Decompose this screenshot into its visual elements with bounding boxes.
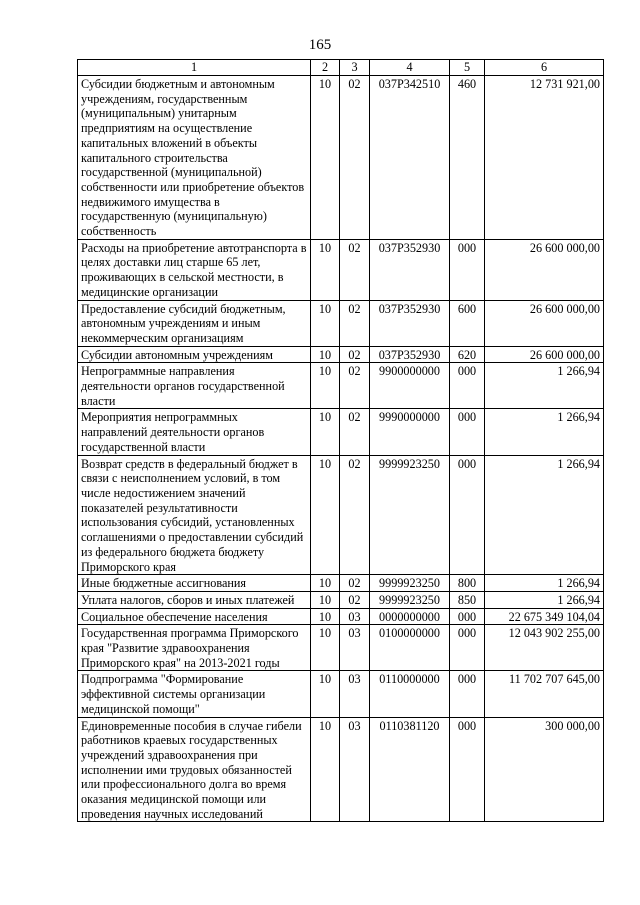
target-article-code-cell: 037P352930 <box>370 346 450 363</box>
row-name-cell: Социальное обеспечение населения <box>78 608 311 625</box>
section-code-cell: 10 <box>311 671 340 717</box>
row-name-cell: Непрограммные направления деятельности органов государственной власти <box>78 363 311 409</box>
section-code-cell: 10 <box>311 575 340 592</box>
expense-type-code-cell: 000 <box>450 717 485 822</box>
amount-cell: 1 266,94 <box>485 409 604 455</box>
row-name-cell: Уплата налогов, сборов и иных платежей <box>78 591 311 608</box>
amount-cell: 26 600 000,00 <box>485 239 604 300</box>
section-code-cell: 10 <box>311 76 340 240</box>
column-header-1: 1 <box>78 60 311 76</box>
subsection-code-cell: 03 <box>340 671 370 717</box>
column-number-row <box>78 60 604 76</box>
table-row <box>78 346 604 363</box>
section-code-cell: 10 <box>311 455 340 575</box>
target-article-code-cell: 037P352930 <box>370 300 450 346</box>
subsection-code-cell: 03 <box>340 608 370 625</box>
amount-cell: 12 043 902 255,00 <box>485 625 604 671</box>
target-article-code-cell: 9999923250 <box>370 591 450 608</box>
table-row <box>78 300 604 346</box>
subsection-code-cell: 02 <box>340 346 370 363</box>
expense-type-code-cell: 600 <box>450 300 485 346</box>
target-article-code-cell: 9900000000 <box>370 363 450 409</box>
expense-type-code-cell: 620 <box>450 346 485 363</box>
row-name-cell: Расходы на приобретение автотранспорта в целях доставки лиц старше 65 лет, проживающих в сельской местности, в медицинские организации <box>78 239 311 300</box>
target-article-code-cell: 037P342510 <box>370 76 450 240</box>
section-code-cell: 10 <box>311 409 340 455</box>
row-name-cell: Подпрограмма "Формирование эффективной системы организации медицинской помощи" <box>78 671 311 717</box>
expense-type-code-cell: 000 <box>450 363 485 409</box>
subsection-code-cell: 02 <box>340 591 370 608</box>
row-name-cell: Возврат средств в федеральный бюджет в связи с неисполнением условий, в том числе недостижением значений показателей результативности использования субсидий, установленных соглашениями о предоставлении субсидий из федерального бюджета бюджету Приморского края <box>78 455 311 575</box>
table-row <box>78 608 604 625</box>
section-code-cell: 10 <box>311 591 340 608</box>
row-name-cell: Субсидии бюджетным и автономным учреждениям, государственным (муниципальным) унитарным предприятиям на осуществление капитальных вложений в объекты капитального строительства государственной (муниципальной) собственности или приобретение объектов недвижимого имущества в государственную (муниципальную) собственность <box>78 76 311 240</box>
row-name-cell: Единовременные пособия в случае гибели работников краевых государственных учреждений здравоохранения при исполнении ими трудовых обязанностей или профессионального долга во время оказания медицинской помощи или проведения научных исследований <box>78 717 311 822</box>
expense-type-code-cell: 000 <box>450 409 485 455</box>
expense-type-code-cell: 000 <box>450 671 485 717</box>
target-article-code-cell: 9999923250 <box>370 455 450 575</box>
expense-type-code-cell: 000 <box>450 625 485 671</box>
subsection-code-cell: 02 <box>340 239 370 300</box>
subsection-code-cell: 03 <box>340 625 370 671</box>
page-number: 165 <box>308 37 332 53</box>
table-row <box>78 671 604 717</box>
subsection-code-cell: 02 <box>340 76 370 240</box>
amount-cell: 12 731 921,00 <box>485 76 604 240</box>
amount-cell: 1 266,94 <box>485 575 604 592</box>
amount-cell: 26 600 000,00 <box>485 300 604 346</box>
amount-cell: 11 702 707 645,00 <box>485 671 604 717</box>
section-code-cell: 10 <box>311 363 340 409</box>
row-name-cell: Государственная программа Приморского края "Развитие здравоохранения Приморского края" на 2013-2021 годы <box>78 625 311 671</box>
target-article-code-cell: 0000000000 <box>370 608 450 625</box>
subsection-code-cell: 03 <box>340 717 370 822</box>
subsection-code-cell: 02 <box>340 300 370 346</box>
row-name-cell: Субсидии автономным учреждениям <box>78 346 311 363</box>
subsection-code-cell: 02 <box>340 409 370 455</box>
amount-cell: 26 600 000,00 <box>485 346 604 363</box>
subsection-code-cell: 02 <box>340 363 370 409</box>
column-header-5: 5 <box>450 60 485 76</box>
table-row <box>78 363 604 409</box>
table-row <box>78 717 604 822</box>
section-code-cell: 10 <box>311 346 340 363</box>
table-row <box>78 76 604 240</box>
amount-cell: 22 675 349 104,04 <box>485 608 604 625</box>
target-article-code-cell: 9999923250 <box>370 575 450 592</box>
column-header-3: 3 <box>340 60 370 76</box>
target-article-code-cell: 0110000000 <box>370 671 450 717</box>
budget-table <box>77 59 604 822</box>
section-code-cell: 10 <box>311 608 340 625</box>
expense-type-code-cell: 000 <box>450 455 485 575</box>
expense-type-code-cell: 460 <box>450 76 485 240</box>
target-article-code-cell: 9990000000 <box>370 409 450 455</box>
target-article-code-cell: 037P352930 <box>370 239 450 300</box>
table-row <box>78 239 604 300</box>
table-row <box>78 455 604 575</box>
row-name-cell: Предоставление субсидий бюджетным, автономным учреждениям и иным некоммерческим организациям <box>78 300 311 346</box>
table-row <box>78 591 604 608</box>
section-code-cell: 10 <box>311 239 340 300</box>
expense-type-code-cell: 000 <box>450 239 485 300</box>
expense-type-code-cell: 850 <box>450 591 485 608</box>
table-row <box>78 575 604 592</box>
section-code-cell: 10 <box>311 300 340 346</box>
row-name-cell: Иные бюджетные ассигнования <box>78 575 311 592</box>
amount-cell: 1 266,94 <box>485 363 604 409</box>
section-code-cell: 10 <box>311 625 340 671</box>
amount-cell: 300 000,00 <box>485 717 604 822</box>
amount-cell: 1 266,94 <box>485 455 604 575</box>
column-header-4: 4 <box>370 60 450 76</box>
subsection-code-cell: 02 <box>340 455 370 575</box>
target-article-code-cell: 0110381120 <box>370 717 450 822</box>
expense-type-code-cell: 800 <box>450 575 485 592</box>
column-header-2: 2 <box>311 60 340 76</box>
column-header-6: 6 <box>485 60 604 76</box>
section-code-cell: 10 <box>311 717 340 822</box>
row-name-cell: Мероприятия непрограммных направлений деятельности органов государственной власти <box>78 409 311 455</box>
table-row <box>78 625 604 671</box>
subsection-code-cell: 02 <box>340 575 370 592</box>
amount-cell: 1 266,94 <box>485 591 604 608</box>
table-row <box>78 409 604 455</box>
target-article-code-cell: 0100000000 <box>370 625 450 671</box>
expense-type-code-cell: 000 <box>450 608 485 625</box>
